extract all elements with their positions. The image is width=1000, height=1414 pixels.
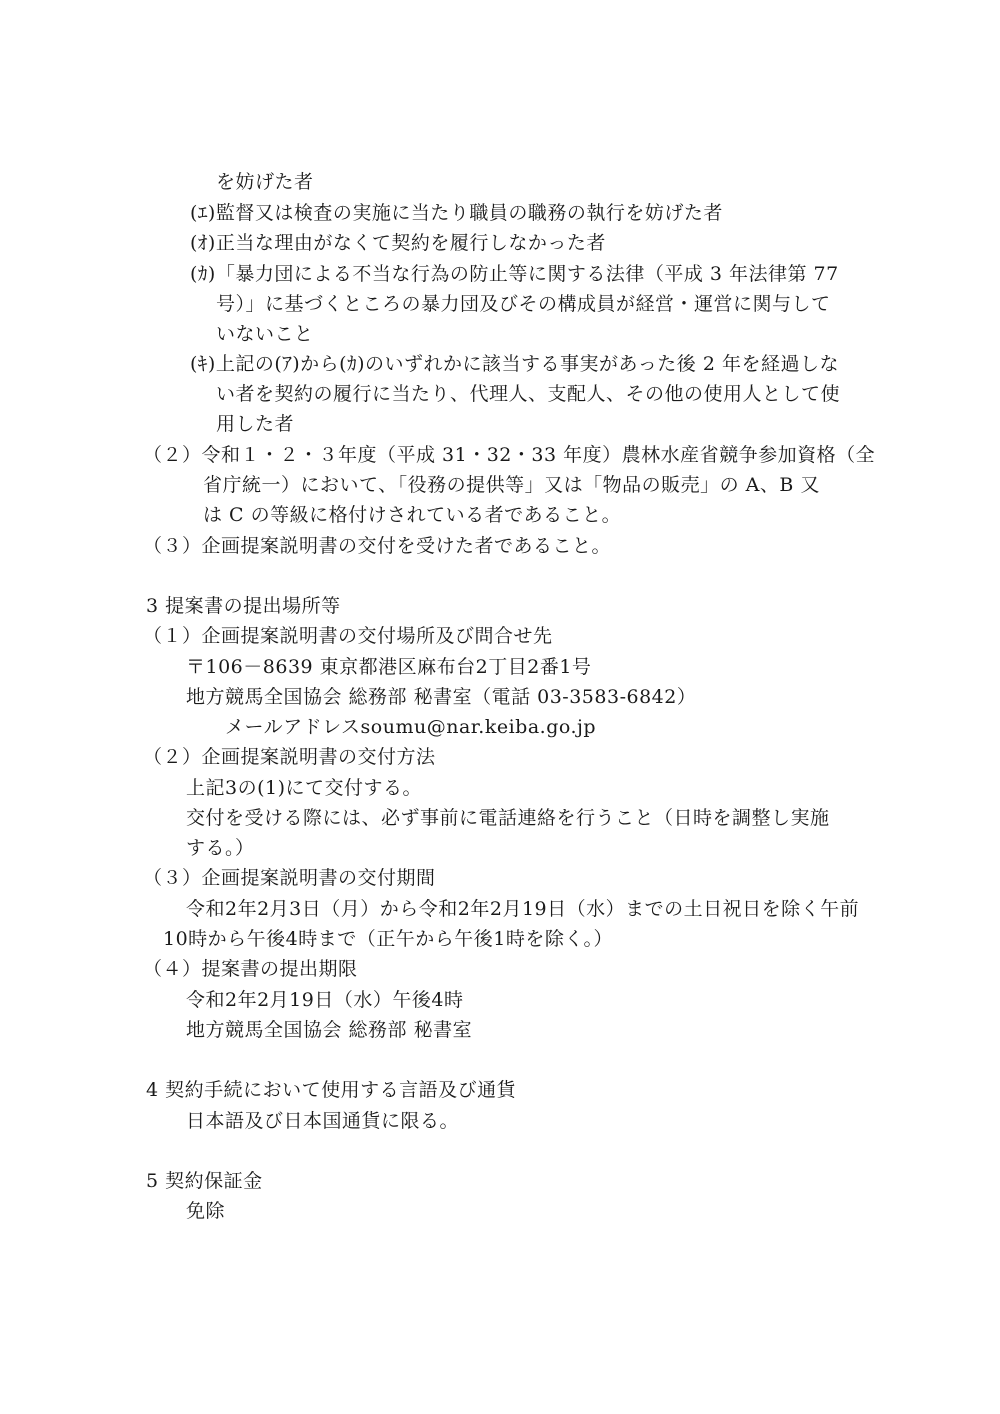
text-line: 〒106－8639 東京都港区麻布台2丁目2番1号 [186,656,592,678]
text-line: を妨げた者 [216,171,314,193]
section-heading: 5 契約保証金 [146,1170,263,1192]
text-line: は C の等級に格付けされている者であること。 [203,504,622,526]
text-line: 日本語及び日本国通貨に限る。 [186,1110,460,1132]
text-line: 地方競馬全国協会 総務部 秘書室（電話 03-3583-6842） [186,686,697,708]
text-line: 用した者 [216,413,295,435]
text-line: (ｵ)正当な理由がなくて契約を履行しなかった者 [190,232,606,254]
section-heading: 4 契約手続において使用する言語及び通貨 [146,1079,517,1101]
text-line: (ｷ)上記の(ｱ)から(ｶ)のいずれかに該当する事実があった後 2 年を経過しな [190,353,839,375]
text-line: （２）令和１・２・３年度（平成 31・32・33 年度）農林水産省競争参加資格（全 [143,444,876,466]
text-line: （４）提案書の提出期限 [143,958,358,980]
section-heading: 3 提案書の提出場所等 [146,595,341,617]
text-line: 上記3の(1)にて交付する。 [186,777,423,799]
text-line: （３）企画提案説明書の交付期間 [143,867,436,889]
text-line: いないこと [216,323,314,345]
text-line: 令和2年2月3日（月）から令和2年2月19日（水）までの土日祝日を除く午前 [186,898,860,920]
text-line: 10時から午後4時まで（正午から午後1時を除く。） [163,928,613,950]
text-line: 地方競馬全国協会 総務部 秘書室 [186,1019,473,1041]
text-line: メールアドレスsoumu@nar.keiba.go.jp [225,716,597,738]
text-line: （１）企画提案説明書の交付場所及び問合せ先 [143,625,553,647]
text-line: 交付を受ける際には、必ず事前に電話連絡を行うこと（日時を調整し実施 [186,807,830,829]
text-line: 免除 [186,1200,226,1222]
text-line: （３）企画提案説明書の交付を受けた者であること。 [143,535,612,557]
text-line: 号）」に基づくところの暴力団及びその構成員が経営・運営に関与して [216,293,831,315]
text-line: い者を契約の履行に当たり、代理人、支配人、その他の使用人として使 [216,383,841,405]
text-line: （２）企画提案説明書の交付方法 [143,746,436,768]
text-line: (ｴ)監督又は検査の実施に当たり職員の職務の執行を妨げた者 [190,202,723,224]
text-line: 令和2年2月19日（水）午後4時 [186,989,464,1011]
text-line: する。） [186,837,255,859]
text-line: (ｶ)「暴力団による不当な行為の防止等に関する法律（平成 3 年法律第 77 [190,263,839,285]
text-line: 省庁統一）において、「役務の提供等」又は「物品の販売」の A、B 又 [203,474,820,496]
